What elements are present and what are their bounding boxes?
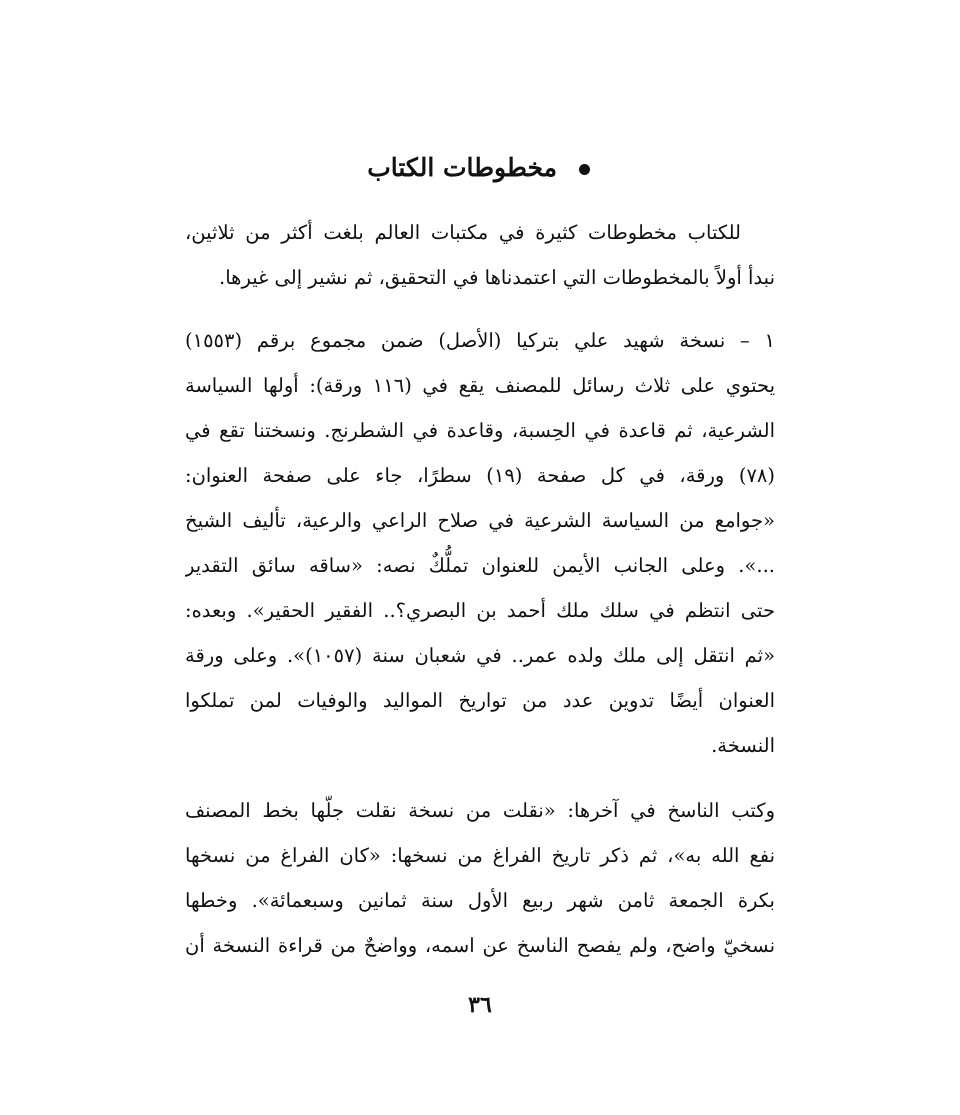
- text-line: يحتوي على ثلاث رسائل للمصنف يقع في (١١٦ ورقة): أولها السياسة: [185, 374, 775, 397]
- text-line: الشرعية، ثم قاعدة في الحِسبة، وقاعدة في الشطرنج. ونسختنا تقع في: [185, 419, 775, 442]
- text-line: النسخة.: [711, 734, 775, 757]
- text-line: نسخيّ واضح، ولم يفصح الناسخ عن اسمه، وواضحٌ من قراءة النسخة أن: [185, 934, 775, 957]
- paragraph-intro: [185, 210, 775, 300]
- paragraph-manuscript-1: [185, 318, 775, 768]
- section-heading: [330, 146, 590, 190]
- text-line: ١ – نسخة شهيد علي بتركيا (الأصل) ضمن مجموع برقم (١٥٥٣): [185, 329, 775, 352]
- page-number: ٣٦: [468, 992, 492, 1018]
- text-line: (٧٨) ورقة، في كل صفحة (١٩) سطرًا، جاء على صفحة العنوان:: [185, 464, 775, 487]
- text-line: ...». وعلى الجانب الأيمن للعنوان تملُّكٌ نصه: «ساقه سائق التقدير: [185, 554, 775, 577]
- text-line: وكتب الناسخ في آخرها: «نقلت من نسخة نقلت جلّها بخط المصنف: [185, 799, 775, 822]
- section-heading-text: مخطوطات الكتاب: [367, 153, 557, 182]
- text-line: بكرة الجمعة ثامن شهر ربيع الأول سنة ثمانين وسبعمائة». وخطها: [185, 889, 775, 912]
- text-line: حتى انتظم في سلك ملك أحمد بن البصري؟.. الفقير الحقير». وبعده:: [185, 599, 775, 622]
- text-line: «ثم انتقل إلى ملك ولده عمر.. في شعبان سنة (١٠٥٧)». وعلى ورقة: [185, 644, 775, 667]
- bullet-icon: [579, 164, 590, 175]
- text-line: نبدأ أولاً بالمخطوطات التي اعتمدناها في التحقيق، ثم نشير إلى غيرها.: [219, 266, 775, 289]
- text-line: «جوامع من السياسة الشرعية في صلاح الراعي والرعية، تأليف الشيخ: [185, 509, 775, 532]
- text-line: العنوان أيضًا تدوين عدد من تواريخ المواليد والوفيات لمن تملكوا: [185, 689, 775, 712]
- text-line: للكتاب مخطوطات كثيرة في مكتبات العالم بلغت أكثر من ثلاثين،: [185, 221, 741, 244]
- paragraph-copyist: [185, 788, 775, 968]
- text-line: نفع الله به»، ثم ذكر تاريخ الفراغ من نسخها: «كان الفراغ من نسخها: [185, 844, 775, 867]
